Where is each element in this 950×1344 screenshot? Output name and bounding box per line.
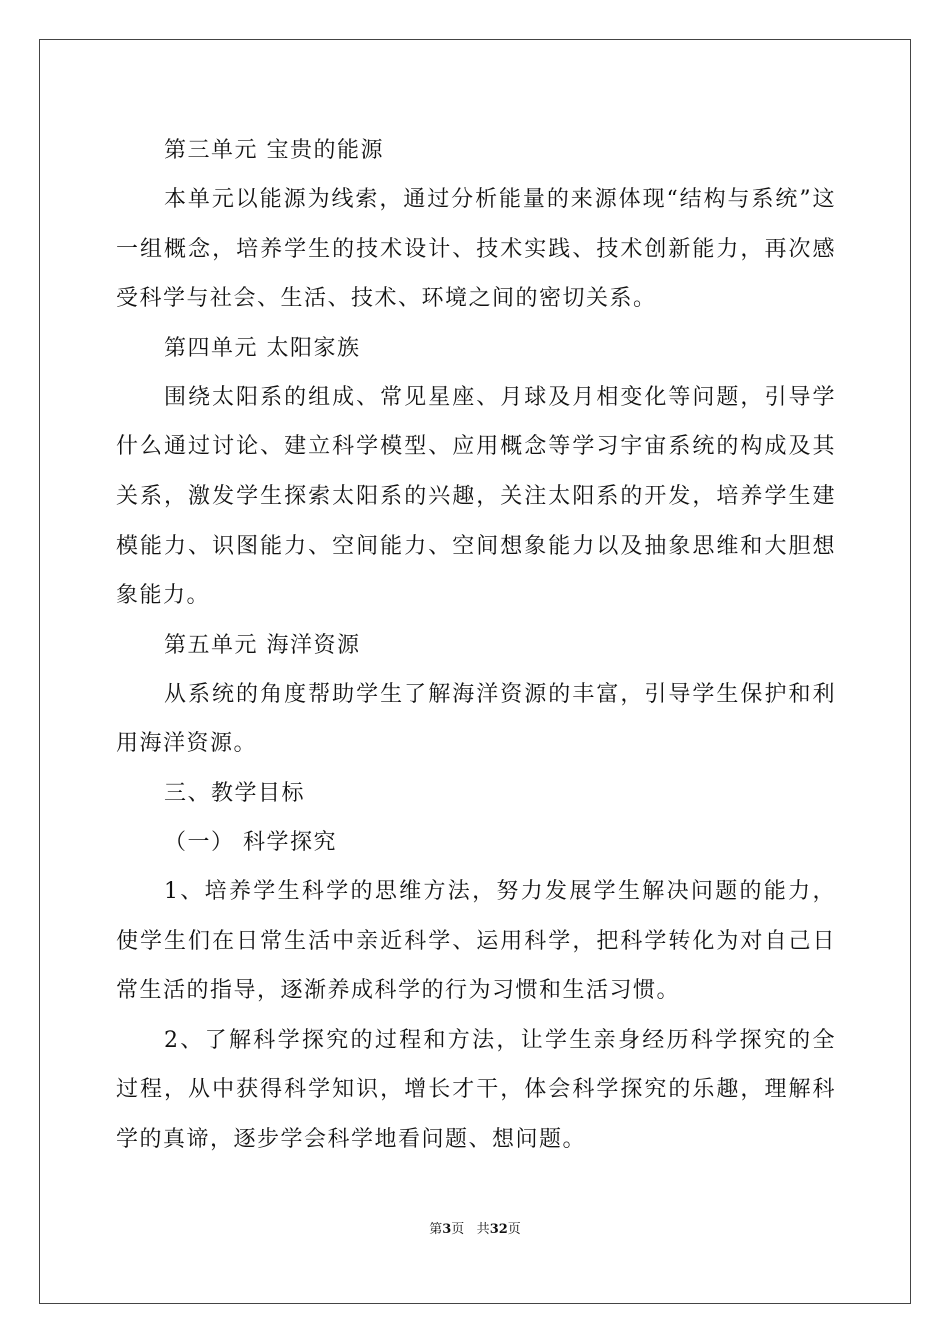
- unit-three-heading: 第三单元 宝贵的能源: [164, 138, 384, 163]
- total-suffix: 页: [507, 1222, 521, 1237]
- goal-one-paragraph: 1、培养学生科学的思维方法，努力发展学生解决问题的能力，使学生们在日常生活中亲近科学、运用科学，把科学转化为对自己日常生活的指导，逐渐养成科学的行为习惯和生活习惯。: [116, 878, 836, 1004]
- unit-four-heading: 第四单元 太阳家族: [164, 335, 361, 361]
- document-body: [116, 126, 836, 1165]
- page-suffix: 页: [451, 1222, 465, 1237]
- page-footer: [0, 1218, 950, 1237]
- unit-three-paragraph: 本单元以能源为线索，通过分析能量的来源体现“结构与系统”这一组概念，培养学生的技术设计、技术实践、技术创新能力，再次感受科学与社会、生活、技术、环境之间的密切关系。: [116, 187, 836, 312]
- page-number: 3: [442, 1222, 452, 1237]
- total-pages: 32: [489, 1222, 508, 1237]
- unit-five-paragraph: 从系统的角度帮助学生了解海洋资源的丰富，引导学生保护和利用海洋资源。: [116, 681, 836, 757]
- unit-five-heading: 第五单元 海洋资源: [164, 632, 361, 658]
- total-prefix: 共: [476, 1222, 490, 1237]
- science-inquiry-heading: （一） 科学探究: [164, 829, 337, 855]
- goal-two-paragraph: 2、了解科学探究的过程和方法，让学生亲身经历科学探究的全过程，从中获得科学知识，增长才干，体会科学探究的乐趣，理解科学的真谛，逐步学会科学地看问题、想问题。: [116, 1027, 836, 1152]
- teaching-goals-heading: 三、教学目标: [164, 780, 306, 806]
- unit-four-paragraph: 围绕太阳系的组成、常见星座、月球及月相变化等问题，引导学什么通过讨论、建立科学模型、应用概念等学习宇宙系统的构成及其关系，激发学生探索太阳系的兴趣，关注太阳系的开发，培养学生建模能力、识图能力、空间能力、空间想象能力以及抽象思维和大胆想象能力。: [116, 384, 836, 609]
- page-prefix: 第: [429, 1222, 443, 1237]
